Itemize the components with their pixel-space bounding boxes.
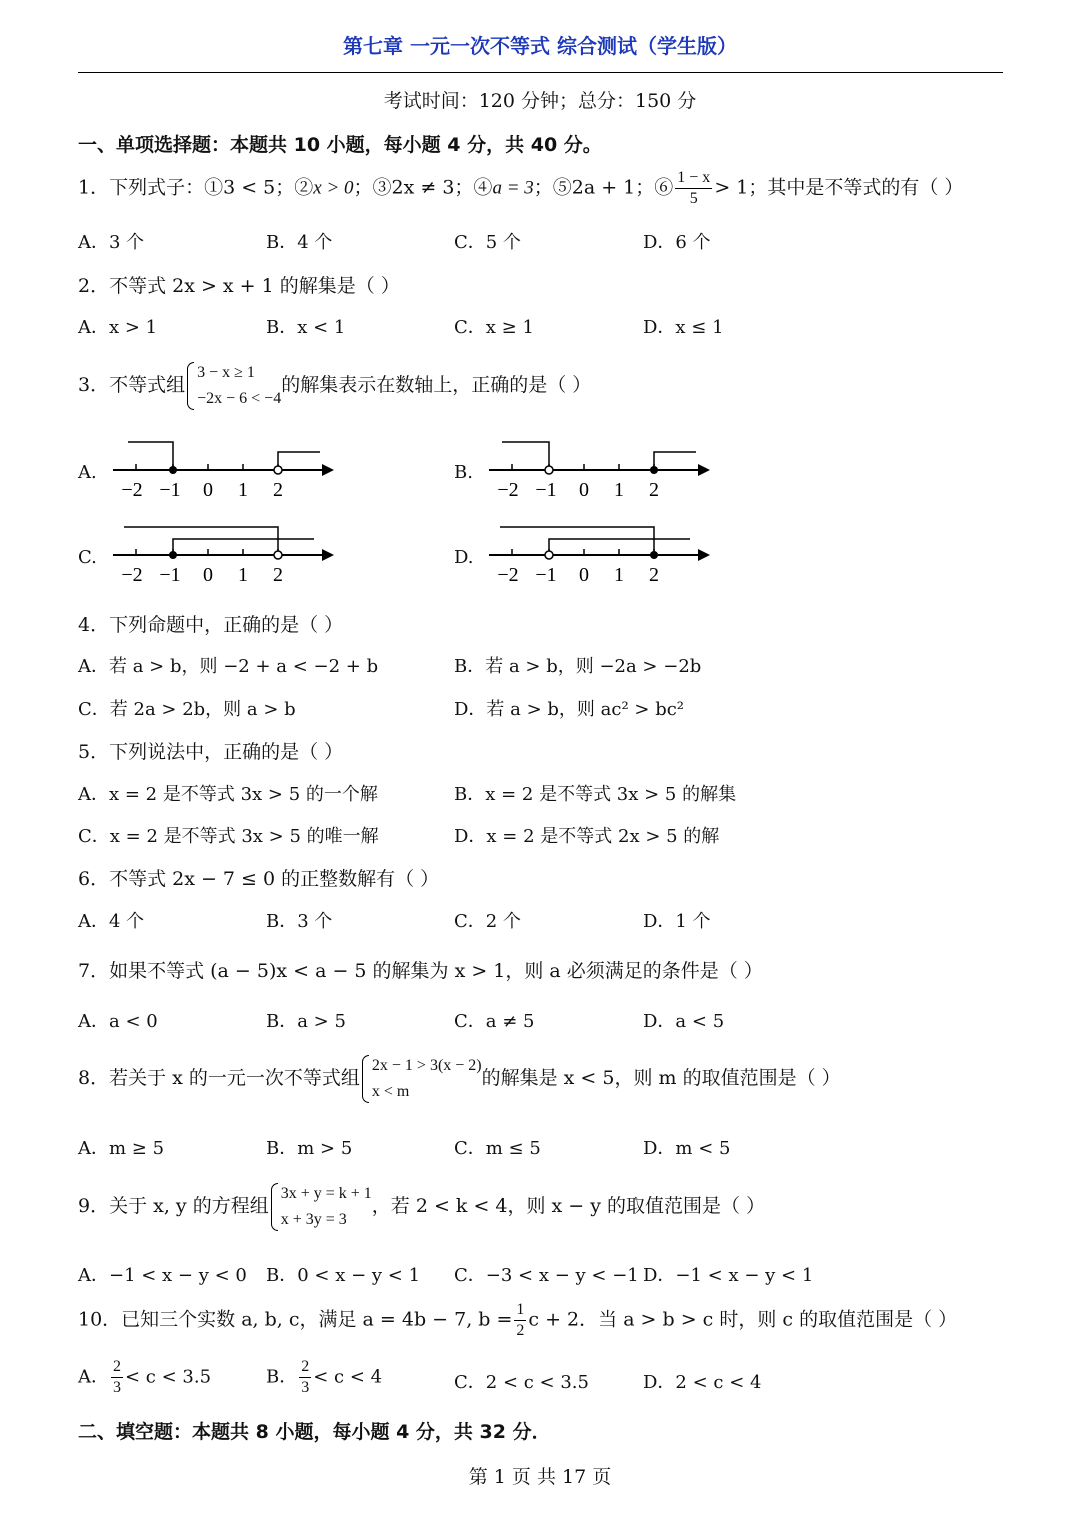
q1-option-a[interactable]: A．3 个 bbox=[78, 232, 145, 253]
tick-label: −2 bbox=[497, 479, 519, 501]
q5-option-b[interactable]: B．x = 2 是不等式 3x > 5 的解集 bbox=[454, 784, 737, 805]
tick-label: 2 bbox=[649, 479, 659, 501]
tick-label: −1 bbox=[535, 479, 557, 501]
tick-label: 1 bbox=[614, 479, 624, 501]
question-2-stem: 2．不等式 2x > x + 1 的解集是（ ） bbox=[78, 275, 400, 297]
q6-option-d[interactable]: D．1 个 bbox=[643, 911, 711, 932]
q7-option-c[interactable]: C．a ≠ 5 bbox=[454, 1011, 535, 1032]
q3-number-line-a bbox=[108, 436, 348, 504]
q4-option-b[interactable]: B．若 a > b，则 −2a > −2b bbox=[454, 656, 702, 677]
q9-option-a[interactable]: A．−1 < x − y < 0 bbox=[78, 1265, 247, 1286]
fraction: $\frac{1}{2}$ bbox=[516, 1301, 525, 1339]
exam-info: 考试时间：120 分钟；总分：150 分 bbox=[383, 90, 697, 112]
q3-number-line-c bbox=[108, 521, 348, 589]
q1-option-c[interactable]: C．5 个 bbox=[454, 232, 521, 253]
fraction: $\frac{2}{3}$ bbox=[301, 1358, 310, 1396]
q8-option-b[interactable]: B．m > 5 bbox=[266, 1138, 353, 1159]
page-title: 第七章 一元一次不等式 综合测试（学生版） bbox=[343, 34, 737, 58]
tick-label: −2 bbox=[121, 564, 143, 586]
q3-option-a-label[interactable]: A. bbox=[78, 462, 97, 483]
tick-label: 1 bbox=[238, 564, 248, 586]
tick-label: −1 bbox=[159, 479, 181, 501]
q3-option-d-label[interactable]: D. bbox=[454, 547, 474, 568]
q7-option-d[interactable]: D．a < 5 bbox=[643, 1011, 725, 1032]
fraction: $\frac{1 - x}{5}$ bbox=[677, 169, 711, 207]
question-7-stem: 7．如果不等式 (a − 5)x < a − 5 的解集为 x > 1，则 a 必须满足的条件是（ ） bbox=[78, 960, 763, 982]
q6-option-a[interactable]: A．4 个 bbox=[78, 911, 145, 932]
section-2-heading: 二、填空题：本题共 8 小题，每小题 4 分，共 32 分． bbox=[78, 1421, 551, 1443]
question-1-stem: 1．下列式子：①3 < 5；②x > 0；③2x ≠ 3；④a = 3；⑤2a + 1；⑥ $\frac{1 - x}{5}$ > 1；其中是不等式的有（ ） bbox=[78, 169, 964, 207]
q8-option-a[interactable]: A．m ≥ 5 bbox=[78, 1138, 165, 1159]
q5-option-d[interactable]: D．x = 2 是不等式 2x > 5 的解 bbox=[454, 826, 720, 847]
q9-option-b[interactable]: B．0 < x − y < 1 bbox=[266, 1265, 421, 1286]
system-brace: 3x + y = k + 1 x + 3y = 3 bbox=[269, 1181, 372, 1233]
q3-number-line-d bbox=[484, 521, 724, 589]
system-brace: 2x − 1 > 3(x − 2) x < m bbox=[360, 1053, 482, 1105]
system-brace: 3 − x ≥ 1 −2x − 6 < −4 bbox=[185, 360, 281, 412]
q6-option-c[interactable]: C．2 个 bbox=[454, 911, 521, 932]
tick-label: 0 bbox=[203, 479, 213, 501]
tick-label: 2 bbox=[649, 564, 659, 586]
q8-option-c[interactable]: C．m ≤ 5 bbox=[454, 1138, 541, 1159]
question-5-stem: 5．下列说法中，正确的是（ ） bbox=[78, 741, 344, 763]
question-3-stem: 3．不等式组 3 − x ≥ 1 −2x − 6 < −4 的解集表示在数轴上，正确的是（ ） bbox=[78, 360, 591, 412]
q5-option-c[interactable]: C．x = 2 是不等式 3x > 5 的唯一解 bbox=[78, 826, 379, 847]
q10-option-c[interactable]: C．2 < c < 3.5 bbox=[454, 1372, 589, 1393]
tick-label: 1 bbox=[238, 479, 248, 501]
tick-label: 1 bbox=[614, 564, 624, 586]
q4-option-d[interactable]: D．若 a > b，则 ac² > bc² bbox=[454, 699, 685, 720]
tick-label: 0 bbox=[203, 564, 213, 586]
q3-option-b-label[interactable]: B. bbox=[454, 462, 473, 483]
page-footer: 第 1 页 共 17 页 bbox=[468, 1466, 612, 1488]
q4-option-c[interactable]: C．若 2a > 2b，则 a > b bbox=[78, 699, 296, 720]
q4-option-a[interactable]: A．若 a > b，则 −2 + a < −2 + b bbox=[78, 656, 379, 677]
tick-label: −1 bbox=[535, 564, 557, 586]
q8-option-d[interactable]: D．m < 5 bbox=[643, 1138, 731, 1159]
q9-option-c[interactable]: C．−3 < x − y < −1 bbox=[454, 1265, 639, 1286]
question-4-stem: 4．下列命题中，正确的是（ ） bbox=[78, 614, 344, 636]
q10-option-a[interactable]: A． $\frac{2}{3}$ < c < 3.5 bbox=[78, 1358, 212, 1396]
tick-label: 2 bbox=[273, 479, 283, 501]
section-1-heading: 一、单项选择题：本题共 10 小题，每小题 4 分，共 40 分。 bbox=[78, 134, 602, 156]
question-10-stem: 10．已知三个实数 a, b, c，满足 a = 4b − 7, b = $\frac{1}{2}$ c + 2．当 a > b > c 时，则 c 的取值范围是（ ） bbox=[78, 1301, 958, 1339]
question-6-stem: 6．不等式 2x − 7 ≤ 0 的正整数解有（ ） bbox=[78, 868, 440, 890]
question-8-stem: 8．若关于 x 的一元一次不等式组 2x − 1 > 3(x − 2) x < m 的解集是 x < 5，则 m 的取值范围是（ ） bbox=[78, 1053, 841, 1105]
tick-label: 0 bbox=[579, 479, 589, 501]
tick-label: 2 bbox=[273, 564, 283, 586]
q1-option-b[interactable]: B．4 个 bbox=[266, 232, 333, 253]
q2-option-d[interactable]: D．x ≤ 1 bbox=[643, 317, 724, 338]
q2-option-b[interactable]: B．x < 1 bbox=[266, 317, 346, 338]
fraction: $\frac{2}{3}$ bbox=[113, 1358, 121, 1396]
question-9-stem: 9．关于 x, y 的方程组 3x + y = k + 1 x + 3y = 3 ，若 2 < k < 4，则 x − y 的取值范围是（ ） bbox=[78, 1181, 765, 1233]
q3-option-c-label[interactable]: C. bbox=[78, 547, 97, 568]
q7-option-a[interactable]: A．a < 0 bbox=[78, 1011, 158, 1032]
header-rule bbox=[78, 72, 1003, 73]
tick-label: −2 bbox=[497, 564, 519, 586]
q6-option-b[interactable]: B．3 个 bbox=[266, 911, 333, 932]
q5-option-a[interactable]: A．x = 2 是不等式 3x > 5 的一个解 bbox=[78, 784, 378, 805]
tick-label: 0 bbox=[579, 564, 589, 586]
tick-label: −2 bbox=[121, 479, 143, 501]
q1-option-d[interactable]: D．6 个 bbox=[643, 232, 711, 253]
q10-option-b[interactable]: B． $\frac{2}{3}$ < c < 4 bbox=[266, 1358, 383, 1396]
q7-option-b[interactable]: B．a > 5 bbox=[266, 1011, 346, 1032]
q2-option-a[interactable]: A．x > 1 bbox=[78, 317, 158, 338]
q3-number-line-b bbox=[484, 436, 724, 504]
q2-option-c[interactable]: C．x ≥ 1 bbox=[454, 317, 534, 338]
tick-label: −1 bbox=[159, 564, 181, 586]
q10-option-d[interactable]: D．2 < c < 4 bbox=[643, 1372, 762, 1393]
q9-option-d[interactable]: D．−1 < x − y < 1 bbox=[643, 1265, 814, 1286]
